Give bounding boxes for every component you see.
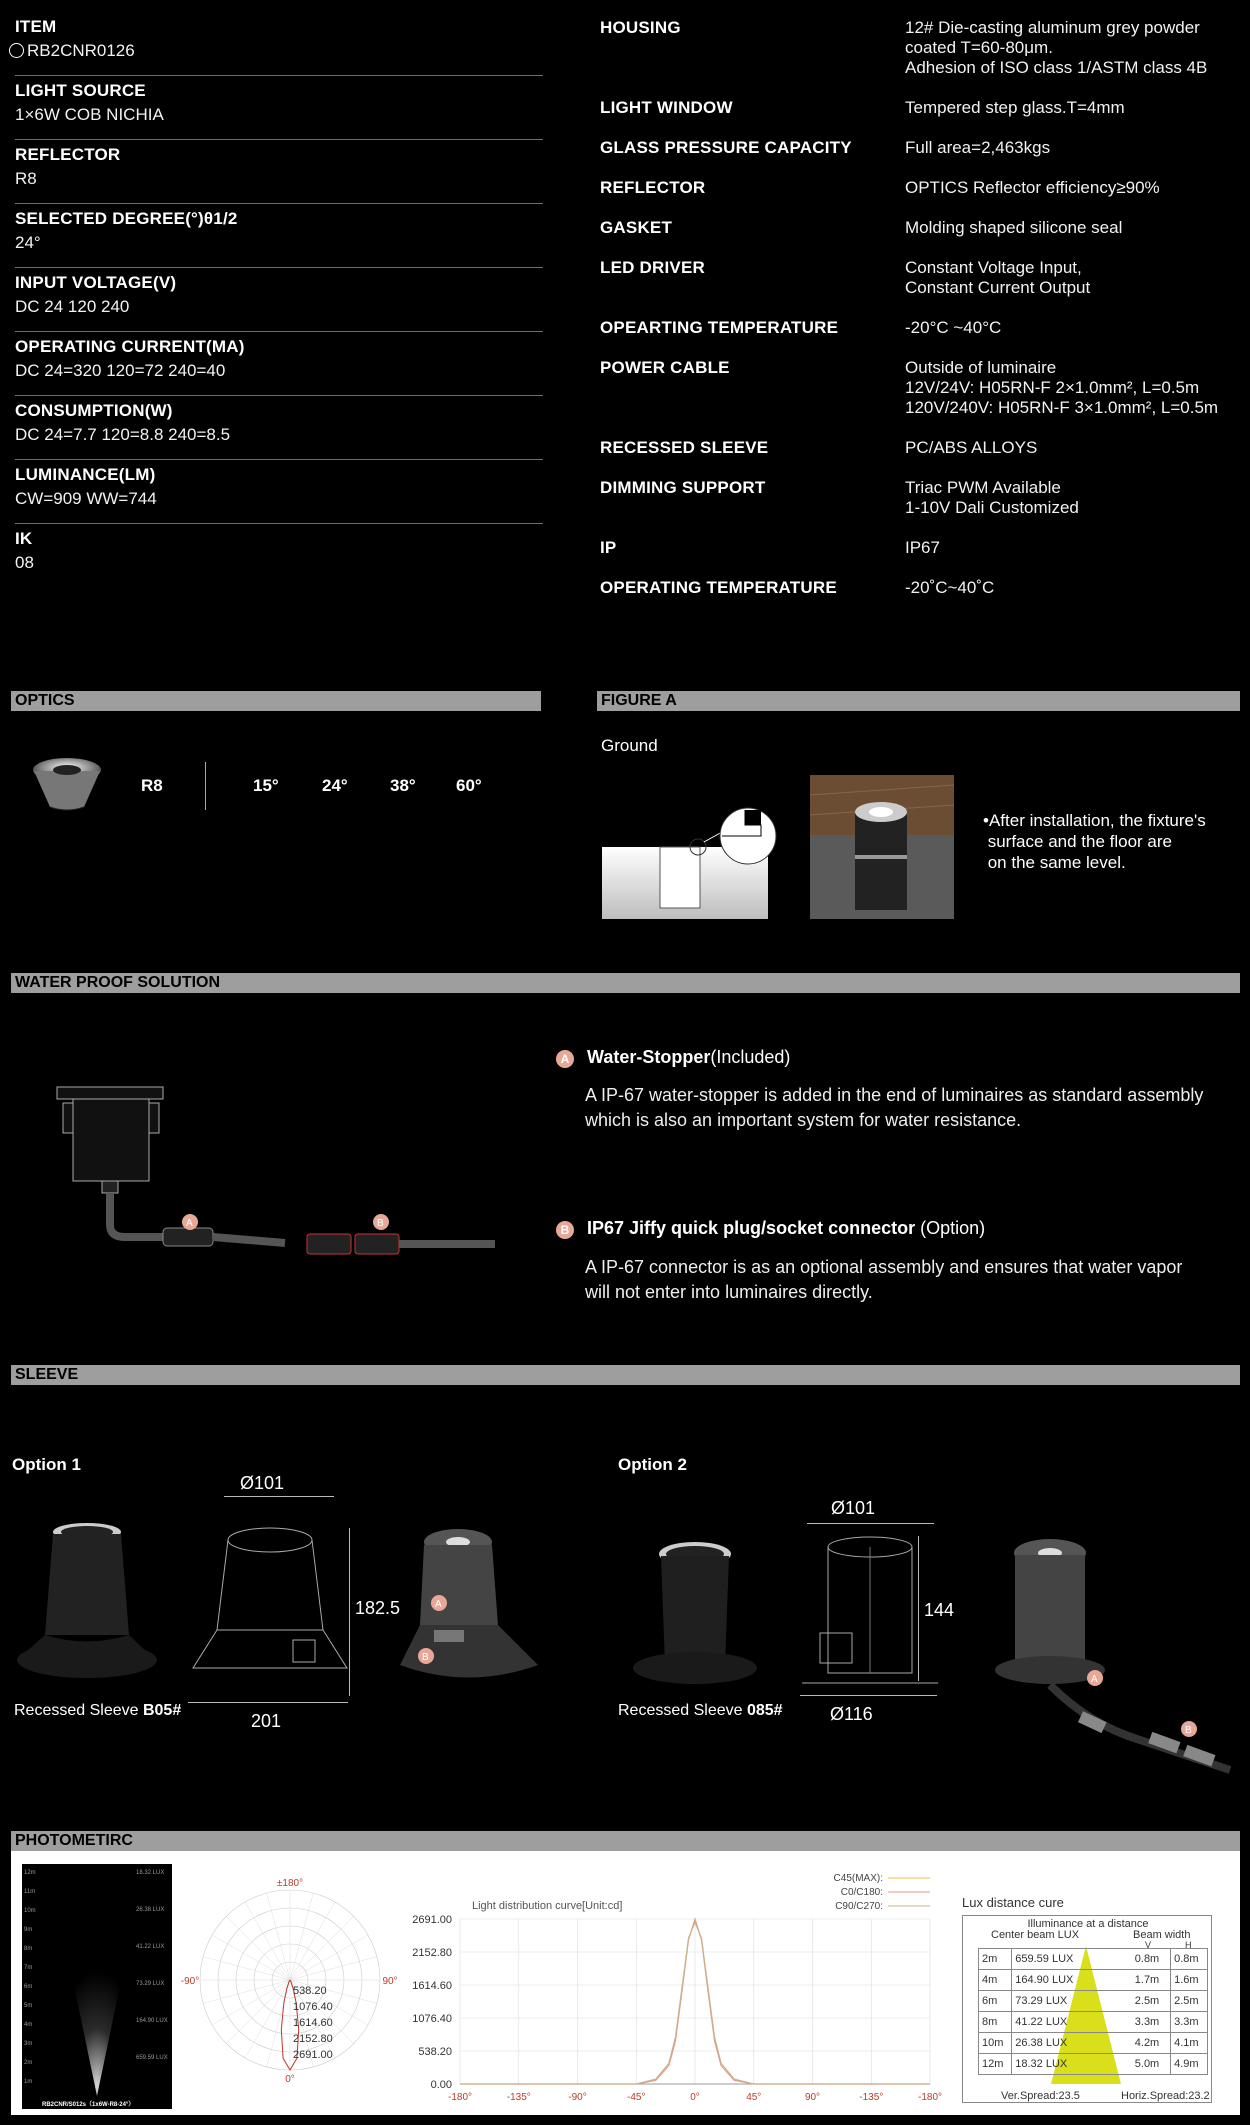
spec-left-row bbox=[15, 460, 543, 524]
beam-level: 5m bbox=[24, 2003, 33, 2009]
o2-base: Ø116 bbox=[830, 1704, 873, 1724]
beam-lux: 26.38 LUX bbox=[136, 1907, 165, 1913]
beam-level: 4m bbox=[24, 2022, 33, 2028]
x-tick: 45° bbox=[746, 2092, 762, 2103]
spec-label: CONSUMPTION(W) bbox=[15, 401, 173, 420]
optics-angle: 15° bbox=[253, 776, 279, 795]
o2-caption: Recessed Sleeve 085# bbox=[618, 1702, 783, 1719]
legend-entry: C45(MAX): bbox=[833, 1873, 883, 1884]
beam-level: 2m bbox=[24, 2060, 33, 2066]
option-1-label: Option 1 bbox=[12, 1455, 81, 1474]
spec-value: RB2CNR0126 bbox=[27, 41, 135, 60]
x-tick: -180° bbox=[447, 2092, 473, 2103]
o1-base-line bbox=[188, 1702, 348, 1703]
spec-value: Full area=2,463kgs bbox=[905, 138, 1051, 157]
beam-lux: 41.22 LUX bbox=[136, 1944, 165, 1950]
ground-diagram bbox=[600, 802, 780, 920]
x-tick: -180° bbox=[917, 2092, 943, 2103]
beam-lux: 164.90 LUX bbox=[136, 2018, 168, 2024]
spec-value: 08 bbox=[15, 553, 34, 572]
spec-label: HOUSING bbox=[600, 18, 681, 37]
spec-value: -20˚C~40˚C bbox=[905, 578, 995, 597]
spec-label: RECESSED SLEEVE bbox=[600, 438, 769, 457]
o2-dia: Ø101 bbox=[831, 1498, 876, 1518]
y-tick: 2691.00 bbox=[412, 1914, 452, 1926]
sleeve-b05-assembly bbox=[398, 1525, 548, 1690]
beam-level: 1m bbox=[24, 2079, 33, 2085]
spec-value: 12# Die-casting aluminum grey powder coated T=60-80μm. Adhesion of ISO class 1/ASTM class 4B bbox=[905, 18, 1208, 77]
connector-desc: A IP-67 connector is as an optional assembly and ensures that water vapor will not enter into luminaires directly. bbox=[585, 1257, 1183, 1302]
spec-value: DC 24 120 240 bbox=[15, 297, 130, 316]
legend-entry: C0/C180: bbox=[840, 1887, 883, 1898]
spec-value: R8 bbox=[15, 169, 37, 188]
lux-cell: 2.5m bbox=[1117, 1991, 1171, 2012]
legend-entry: C90/C270: bbox=[835, 1901, 883, 1912]
y-tick: 538.20 bbox=[418, 2046, 452, 2058]
beam-lux: 73.29 LUX bbox=[136, 1981, 165, 1987]
spec-label: IK bbox=[15, 529, 33, 548]
sleeve-b05-drawing bbox=[185, 1520, 365, 1700]
lux-subtitle: Illuminance at a distance bbox=[1027, 1918, 1149, 1930]
lux-cell: 73.29 LUX bbox=[1012, 1991, 1117, 2012]
spec-label: DIMMING SUPPORT bbox=[600, 478, 766, 497]
beam-lux: 18.32 LUX bbox=[136, 1870, 165, 1876]
lux-cell: 6m bbox=[979, 1991, 1012, 2012]
o1-height: 182.5 bbox=[355, 1598, 401, 1618]
badge-b: B bbox=[556, 1221, 574, 1239]
spec-label: REFLECTOR bbox=[15, 145, 121, 164]
lux-cell: 5.0m bbox=[1117, 2054, 1171, 2075]
option-2-label: Option 2 bbox=[618, 1455, 687, 1474]
lux-cell: 0.8m bbox=[1117, 1949, 1171, 1970]
lux-cell: 3.3m bbox=[1171, 2012, 1208, 2033]
spec-value: Triac PWM Available 1-10V Dali Customized bbox=[905, 478, 1079, 517]
lux-cell: 4.1m bbox=[1171, 2033, 1208, 2054]
installation-photo bbox=[810, 775, 954, 919]
spec-left-row bbox=[15, 12, 543, 76]
spec-value: Molding shaped silicone seal bbox=[905, 218, 1123, 237]
reflector-image bbox=[30, 755, 105, 815]
photometric-bar: PHOTOMETIRC bbox=[11, 1831, 1240, 1851]
optics-bar: OPTICS bbox=[11, 691, 541, 711]
sleeve-b05-photo bbox=[15, 1520, 155, 1685]
chart-title: Light distribution curve[Unit:cd] bbox=[472, 1900, 623, 1912]
polar-ring-label: 2152.80 bbox=[293, 2033, 333, 2045]
spec-label: GLASS PRESSURE CAPACITY bbox=[600, 138, 852, 157]
beam-lux: 659.59 LUX bbox=[136, 2055, 168, 2061]
spec-value: DC 24=7.7 120=8.8 240=8.5 bbox=[15, 425, 231, 444]
o1-dia: Ø101 bbox=[240, 1473, 285, 1493]
lux-row bbox=[979, 1991, 1208, 2012]
ground-label: Ground bbox=[601, 736, 658, 755]
spec-label: OPEARTING TEMPERATURE bbox=[600, 318, 839, 337]
optics-divider bbox=[205, 762, 206, 810]
spec-value: Outside of luminaire 12V/24V: H05RN-F 2×1.0mm², L=0.5m 120V/240V: H05RN-F 3×1.0mm², L=0.5m bbox=[905, 358, 1219, 417]
svg-text:B: B bbox=[422, 1652, 429, 1663]
y-tick: 1076.40 bbox=[412, 2013, 452, 2025]
lux-row bbox=[979, 1949, 1208, 1970]
connector-heading bbox=[556, 1218, 985, 1239]
lux-cell: 1.6m bbox=[1171, 1970, 1208, 1991]
lux-table bbox=[978, 1948, 1208, 2075]
lux-row bbox=[979, 1970, 1208, 1991]
spec-left bbox=[15, 12, 543, 588]
o1-dia-line bbox=[224, 1496, 334, 1497]
water-stopper-suffix: (Included) bbox=[710, 1047, 791, 1067]
beam-level: 8m bbox=[24, 1946, 33, 1952]
spec-left-row bbox=[15, 140, 543, 204]
polar-ring-label: 1076.40 bbox=[293, 2001, 333, 2013]
spec-label: SELECTED DEGREE(°)θ1/2 bbox=[15, 209, 238, 228]
sleeve-085-assembly bbox=[990, 1535, 1245, 1785]
beam-level: 6m bbox=[24, 1984, 33, 1990]
spec-left-row bbox=[15, 332, 543, 396]
lux-h: H bbox=[1185, 1940, 1192, 1950]
sleeve-085-photo bbox=[630, 1540, 760, 1688]
x-tick: 0° bbox=[690, 2092, 700, 2103]
sleeve-085-drawing bbox=[800, 1533, 940, 1698]
lux-col2: Beam width bbox=[1133, 1929, 1191, 1941]
lux-cell: 18.32 LUX bbox=[1012, 2054, 1117, 2075]
svg-text:A: A bbox=[435, 1599, 442, 1610]
y-tick: 1614.60 bbox=[412, 1980, 452, 1992]
polar-ring-label: 538.20 bbox=[293, 1985, 327, 1997]
o2-height-line bbox=[918, 1536, 919, 1681]
hor-spread: Horiz.Spread:23.2 bbox=[1121, 2090, 1210, 2102]
spec-label: IP bbox=[600, 538, 617, 557]
figure-a-bar: FIGURE A bbox=[597, 691, 1240, 711]
spec-label: OPERATING TEMPERATURE bbox=[600, 578, 837, 597]
optics-angle: 38° bbox=[390, 776, 416, 795]
spec-label: GASKET bbox=[600, 218, 673, 237]
beam-caption: RB2CNR/S012s（1x6W-R8-24°） bbox=[42, 2102, 135, 2108]
beam-level: 10m bbox=[24, 1908, 36, 1914]
lux-cell: 10m bbox=[979, 2033, 1012, 2054]
polar-label: 0° bbox=[285, 2074, 295, 2085]
ver-spread: Ver.Spread:23.5 bbox=[1001, 2090, 1080, 2102]
lux-row bbox=[979, 2054, 1208, 2075]
beam-image bbox=[22, 1864, 172, 2109]
spec-label: POWER CABLE bbox=[600, 358, 730, 377]
y-tick: 0.00 bbox=[430, 2079, 452, 2091]
lux-cell: 164.90 LUX bbox=[1012, 1970, 1117, 1991]
lux-cell: 12m bbox=[979, 2054, 1012, 2075]
spec-value: 1×6W COB NICHIA bbox=[15, 105, 164, 124]
spec-value: -20°C ~40°C bbox=[905, 318, 1002, 337]
lux-row bbox=[979, 2033, 1208, 2054]
x-tick: -135° bbox=[506, 2092, 531, 2103]
lux-cell: 26.38 LUX bbox=[1012, 2033, 1117, 2054]
spec-label: REFLECTOR bbox=[600, 178, 706, 197]
x-tick: -45° bbox=[627, 2092, 646, 2103]
spec-label: INPUT VOLTAGE(V) bbox=[15, 273, 177, 292]
lux-cell: 4.9m bbox=[1171, 2054, 1208, 2075]
svg-text:A: A bbox=[1091, 1674, 1098, 1685]
lux-cell: 4m bbox=[979, 1970, 1012, 1991]
lux-row bbox=[979, 2012, 1208, 2033]
waterproof-bar: WATER PROOF SOLUTION bbox=[11, 973, 1240, 993]
spec-label: LUMINANCE(LM) bbox=[15, 465, 156, 484]
lux-cell: 2.5m bbox=[1171, 1991, 1208, 2012]
spec-value: Constant Voltage Input, Constant Current Output bbox=[905, 258, 1091, 297]
badge-a: A bbox=[556, 1050, 574, 1068]
sleeve-bar: SLEEVE bbox=[11, 1365, 1240, 1385]
spec-value: DC 24=320 120=72 240=40 bbox=[15, 361, 226, 380]
o2-height: 144 bbox=[924, 1600, 955, 1620]
lux-title: Lux distance cure bbox=[962, 1895, 1064, 1910]
polar-chart bbox=[180, 1870, 415, 2110]
spec-left-row bbox=[15, 524, 543, 588]
beam-level: 3m bbox=[24, 2041, 33, 2047]
spec-value: 24° bbox=[15, 233, 41, 252]
spec-label: LIGHT WINDOW bbox=[600, 98, 733, 117]
water-stopper-title: Water-Stopper bbox=[587, 1047, 711, 1067]
item-circle-icon bbox=[9, 43, 24, 58]
x-tick: 90° bbox=[804, 2092, 821, 2103]
lux-cell: 2m bbox=[979, 1949, 1012, 1970]
waterproof-drawing bbox=[55, 1085, 495, 1275]
spec-value: CW=909 WW=744 bbox=[15, 489, 157, 508]
y-tick: 2152.80 bbox=[412, 1947, 452, 1959]
lux-cell: 659.59 LUX bbox=[1012, 1949, 1117, 1970]
x-tick: -90° bbox=[568, 2092, 587, 2103]
svg-text:A: A bbox=[186, 1218, 193, 1229]
lux-cell: 41.22 LUX bbox=[1012, 2012, 1117, 2033]
lux-v: V bbox=[1145, 1940, 1152, 1950]
lux-box bbox=[962, 1915, 1212, 2103]
lux-cell: 0.8m bbox=[1171, 1949, 1208, 1970]
lux-col1: Center beam LUX bbox=[991, 1929, 1080, 1941]
connector-title: IP67 Jiffy quick plug/socket connector bbox=[587, 1218, 916, 1238]
lux-cell: 1.7m bbox=[1117, 1970, 1171, 1991]
o1-base: 201 bbox=[251, 1711, 282, 1731]
lux-cell: 3.3m bbox=[1117, 2012, 1171, 2033]
spec-value: OPTICS Reflector efficiency≥90% bbox=[905, 178, 1160, 197]
connector-suffix: (Option) bbox=[915, 1218, 986, 1238]
lux-cell: 4.2m bbox=[1117, 2033, 1171, 2054]
spec-value: PC/ABS ALLOYS bbox=[905, 438, 1038, 457]
svg-text:B: B bbox=[1185, 1725, 1192, 1736]
water-stopper-heading bbox=[556, 1047, 790, 1068]
svg-text:B: B bbox=[377, 1218, 384, 1229]
lux-cell: 8m bbox=[979, 2012, 1012, 2033]
optics-angle: 60° bbox=[456, 776, 482, 795]
figure-a-note: •After installation, the fixture's surface and the floor are on the same level. bbox=[983, 811, 1206, 872]
o1-height-line bbox=[349, 1528, 350, 1696]
beam-level: 7m bbox=[24, 1965, 33, 1971]
spec-label: LED DRIVER bbox=[600, 258, 705, 277]
optics-angle: 24° bbox=[322, 776, 348, 795]
polar-ring-label: 2691.00 bbox=[293, 2049, 333, 2061]
o2-dia-line bbox=[807, 1523, 934, 1524]
distribution-chart bbox=[405, 1864, 950, 2112]
polar-label: 90° bbox=[382, 1976, 398, 1987]
x-tick: -135° bbox=[859, 2092, 884, 2103]
spec-left-row bbox=[15, 268, 543, 332]
spec-value: Tempered step glass.T=4mm bbox=[905, 98, 1125, 117]
polar-label: -90° bbox=[180, 1976, 200, 1987]
beam-level: 9m bbox=[24, 1927, 33, 1933]
polar-label: ±180° bbox=[276, 1878, 304, 1889]
spec-left-row bbox=[15, 204, 543, 268]
o1-caption: Recessed Sleeve B05# bbox=[14, 1702, 182, 1719]
spec-label: LIGHT SOURCE bbox=[15, 81, 146, 100]
spec-left-row bbox=[15, 396, 543, 460]
beam-level: 11m bbox=[24, 1889, 36, 1895]
beam-level: 12m bbox=[24, 1870, 36, 1876]
optics-reflector: R8 bbox=[141, 776, 163, 795]
water-stopper-desc: A IP-67 water-stopper is added in the end of luminaires as standard assembly which is also an important system for water resistance. bbox=[585, 1085, 1204, 1130]
polar-ring-label: 1614.60 bbox=[293, 2017, 333, 2029]
spec-value: IP67 bbox=[905, 538, 940, 557]
o2-base-line bbox=[800, 1695, 937, 1696]
spec-label: ITEM bbox=[15, 17, 57, 36]
spec-left-row bbox=[15, 76, 543, 140]
spec-label: OPERATING CURRENT(MA) bbox=[15, 337, 245, 356]
